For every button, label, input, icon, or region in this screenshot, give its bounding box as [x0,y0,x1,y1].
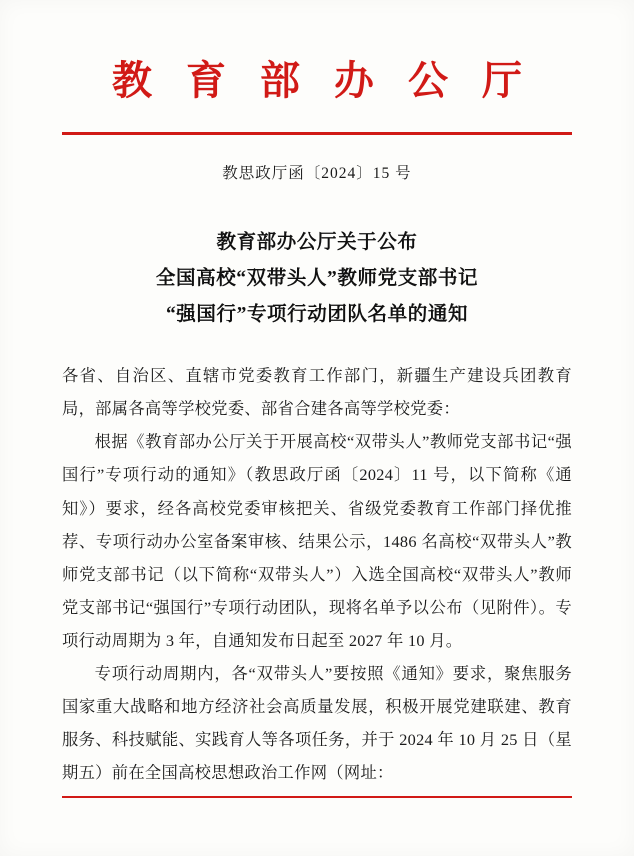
document-title [62,225,572,333]
paragraph-addressee: 各省、自治区、直辖市党委教育工作部门，新疆生产建设兵团教育局，部属各高等学校党委、部省合建各高等学校党委： [62,366,572,419]
title-line-3: “强国行”专项行动团队名单的通知 [165,304,469,326]
red-rule-thick [62,132,572,135]
masthead-divider [62,132,572,135]
title-line-2: 全国高校“双带头人”教师党支部书记 [155,268,479,290]
title-line-1: 教育部办公厅关于公布 [216,232,418,253]
red-rule-bottom [62,796,572,798]
document-body [62,359,572,789]
issuing-authority-title: 教 育 部 办 公 厅 [112,58,534,103]
paragraph-background: 根据《教育部办公厅关于开展高校“双带头人”教师党支部书记“强国行”专项行动的通知》（教思政厅函〔2024〕11 号，以下简称《通知》）要求，经各高校党委审核把关、省级党委教育工作部门择优推荐、专项行动办公室备案审核、结果公示，1486 名高校“双带头人”教师党支部书记（以下简称“双带头人”）入选全国高校“双带头人”教师党支部书记“强国行”专项行动团队，现将名单予以公布（见附件）。专项行动周期为 3 年，自通知发布日起至 2027 年 10 月。 [62,432,572,650]
masthead [62,0,572,106]
document-number: 教思政厅函〔2024〕15 号 [222,165,412,182]
paragraph-requirements: 专项行动周期内，各“双带头人”要按照《通知》要求，聚焦服务国家重大战略和地方经济社会高质量发展，积极开展党建联建、教育服务、科技赋能、实践育人等各项任务，并于 2024 年 10 月 25 日（星期五）前在全国高校思想政治工作网（网址： [62,663,572,783]
